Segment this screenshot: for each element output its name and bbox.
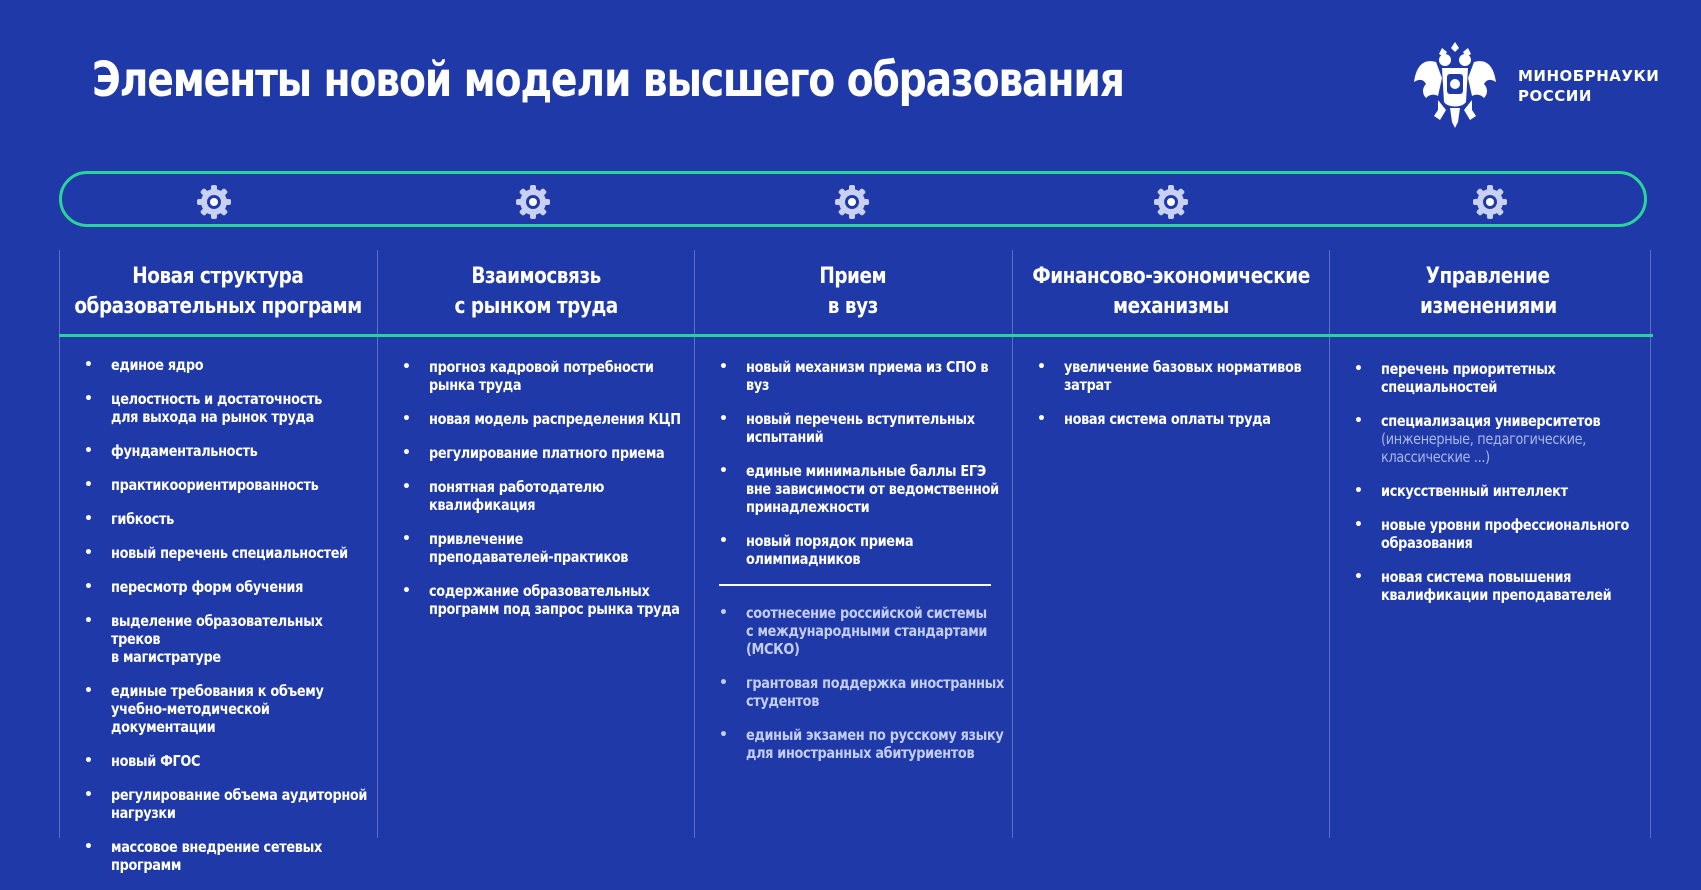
column-heading: Управление изменениями xyxy=(1419,264,1557,319)
gear-icon xyxy=(834,184,870,220)
column-divider xyxy=(1012,250,1013,838)
list-item: • искусственный интеллект xyxy=(1329,482,1647,500)
gear-icon xyxy=(1472,184,1508,220)
list-item: • новый ФГОС xyxy=(59,752,377,770)
list-item: • новый механизм приема из СПО в вуз xyxy=(694,358,1012,394)
list-item: • единые минимальные баллы ЕГЭ вне зависимости от ведомственной принадлежности xyxy=(694,462,1012,516)
list-item: • новые уровни профессионального образования xyxy=(1329,516,1647,552)
list-item: • единые требования к объему учебно-методической документации xyxy=(59,682,377,736)
list-item: • единый экзамен по русскому языку для иностранных абитуриентов xyxy=(694,726,1012,762)
list-item: • пересмотр форм обучения xyxy=(59,578,377,596)
item-list xyxy=(377,358,695,634)
list-item: • прогноз кадровой потребности рынка труда xyxy=(377,358,695,394)
column-change-management xyxy=(1329,252,1647,604)
double-headed-eagle-icon xyxy=(1412,38,1498,130)
list-item: • новый перечень специальностей xyxy=(59,544,377,562)
item-list xyxy=(1329,360,1647,620)
item-list xyxy=(59,356,377,890)
gear-icon xyxy=(1153,184,1189,220)
logo-line-1: МИНОБРНАУКИ xyxy=(1518,67,1660,85)
list-item: • фундаментальность xyxy=(59,442,377,460)
list-item xyxy=(1329,412,1647,466)
column-finance xyxy=(1012,252,1330,428)
column-admission xyxy=(694,252,1012,762)
column-heading: Новая структура образовательных программ xyxy=(74,264,362,319)
column-divider xyxy=(1650,250,1651,838)
list-item: • регулирование объема аудиторной нагрузки xyxy=(59,786,377,822)
list-item: • целостность и достаточность для выхода на рынок труда xyxy=(59,390,377,426)
ministry-logo xyxy=(1412,38,1672,134)
list-item: • гибкость xyxy=(59,510,377,528)
item-list xyxy=(694,358,1012,778)
list-item: • единое ядро xyxy=(59,356,377,374)
gear-icon xyxy=(196,184,232,220)
logo-line-2: РОССИИ xyxy=(1518,87,1592,105)
column-program-structure xyxy=(59,252,377,874)
page-title: Элементы новой модели высшего образования xyxy=(92,52,1124,108)
list-item: • соотнесение российской системы с международными стандартами (МСКО) xyxy=(694,604,1012,658)
column-heading: Финансово-экономические механизмы xyxy=(1032,264,1310,319)
list-item: • понятная работодателю квалификация xyxy=(377,478,695,514)
list-item: • привлечение преподавателей-практиков xyxy=(377,530,695,566)
list-item: • новая модель распределения КЦП xyxy=(377,410,695,428)
list-item: • регулирование платного приема xyxy=(377,444,695,462)
gear-icon xyxy=(515,184,551,220)
list-item: • массовое внедрение сетевых программ xyxy=(59,838,377,874)
specialization-text: специализация университетов xyxy=(1381,412,1601,430)
header-divider xyxy=(59,334,1653,337)
column-heading: Взаимосвязь с рынком труда xyxy=(454,264,618,319)
list-item: • грантовая поддержка иностранных студентов xyxy=(694,674,1012,710)
list-item: • новая система оплаты труда xyxy=(1012,410,1330,428)
list-item: • выделение образовательных треков в магистратуре xyxy=(59,612,377,666)
column-heading: Прием в вуз xyxy=(819,264,887,319)
list-item: • новая система повышения квалификации преподавателей xyxy=(1329,568,1647,604)
item-list xyxy=(1012,358,1330,444)
list-item: • новый перечень вступительных испытаний xyxy=(694,410,1012,446)
list-item: • перечень приоритетных специальностей xyxy=(1329,360,1647,396)
specialization-note: (инженерные, педагогические, классические ...) xyxy=(1381,430,1586,466)
list-item: • практикоориентированность xyxy=(59,476,377,494)
list-item: • содержание образовательных программ под запрос рынка труда xyxy=(377,582,695,618)
list-item: • увеличение базовых нормативов затрат xyxy=(1012,358,1330,394)
list-item: • новый порядок приема олимпиадников xyxy=(694,532,1012,568)
section-separator xyxy=(719,584,991,586)
column-labor-market xyxy=(377,252,695,618)
